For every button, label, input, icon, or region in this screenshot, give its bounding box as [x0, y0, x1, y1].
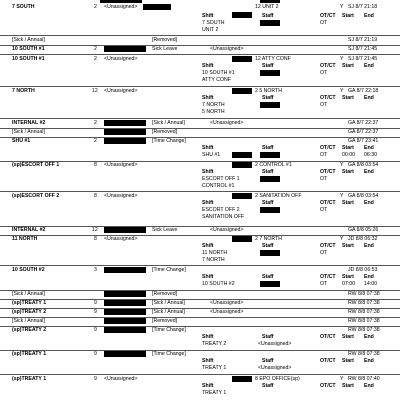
- change-stamp: GA 8/7 23:41: [348, 138, 379, 144]
- end-label: End: [364, 145, 374, 151]
- redaction-bar: [260, 152, 280, 158]
- redaction-bar: [104, 309, 146, 315]
- assignee: <Unassigned>: [210, 46, 244, 52]
- redaction-bar: [104, 46, 146, 52]
- post-name: [Sick / Annual]: [12, 129, 45, 135]
- post-name: (sp)TREATY 2: [12, 327, 47, 333]
- shift-label: Shift: [202, 200, 214, 206]
- change-type: [Removed]: [152, 291, 178, 297]
- redaction-bar: [260, 281, 280, 287]
- assignee: <Unassigned>: [104, 162, 138, 168]
- post-name: 7 SOUTH: [12, 4, 35, 10]
- change-type: [Time Change]: [152, 327, 186, 333]
- ot-marker: OT: [320, 20, 328, 26]
- end-label: End: [364, 383, 374, 389]
- hours: 9: [94, 300, 97, 306]
- hours: 2: [94, 4, 97, 10]
- shift-label: Shift: [202, 13, 214, 19]
- change-stamp: RW 8/8 07:38: [348, 327, 380, 333]
- redaction-bar: [260, 70, 280, 76]
- post-name: (sp)TREATY 1: [12, 351, 47, 357]
- redaction-bar: [232, 152, 252, 158]
- redaction-bar: [260, 102, 280, 108]
- post-name: 10 SOUTH #1: [12, 56, 45, 62]
- row-divider: [0, 118, 400, 119]
- end-label: End: [364, 95, 374, 101]
- shift-post: TREATY 1: [202, 390, 227, 396]
- assignee: <Unassigned>: [104, 193, 138, 199]
- change-stamp: GA 8/8 05:26: [348, 227, 379, 233]
- change-stamp: SJ 8/7 21:45: [348, 46, 378, 52]
- assignee: <Unassigned>: [104, 4, 138, 10]
- otct-label: OT/CT: [320, 274, 336, 280]
- assignment-target: 2 5 NORTH: [255, 88, 283, 94]
- post-name: 7 NORTH: [12, 88, 35, 94]
- shift-assignment: ATTY CONF: [202, 77, 231, 83]
- shift-label: Shift: [202, 243, 214, 249]
- otct-label: OT/CT: [320, 383, 336, 389]
- start-label: Start: [342, 358, 354, 364]
- shift-assignment: 7 NORTH: [202, 257, 225, 263]
- shift-end-time: 14:00: [364, 281, 377, 287]
- hours: 3: [94, 267, 97, 273]
- staff-label: Staff: [262, 200, 274, 206]
- hours: 8: [94, 236, 97, 242]
- redaction-bar: [260, 176, 280, 182]
- otct-label: OT/CT: [320, 334, 336, 340]
- change-stamp: RW 8/8 07:38: [348, 318, 380, 324]
- row-divider: [0, 350, 400, 351]
- redaction-bar: [260, 207, 280, 213]
- assignee: <Unassigned>: [210, 227, 244, 233]
- post-name: (sp)ESCORT OFF 1: [12, 162, 60, 168]
- assignment-target: 2 7 NORTH: [255, 236, 283, 242]
- post-name: 11 NORTH: [12, 236, 38, 242]
- change-type: [Removed]: [152, 37, 178, 43]
- post-name: INTERNAL #2: [12, 120, 46, 126]
- shift-assignment: UNIT 2: [202, 27, 219, 33]
- assignment-target: 2 CONTROL #1: [255, 162, 292, 168]
- hours: 12: [92, 227, 98, 233]
- end-label: End: [364, 334, 374, 340]
- staff-label: Staff: [262, 274, 274, 280]
- ot-marker: OT: [320, 176, 328, 182]
- assignee: <Unassigned>: [210, 120, 244, 126]
- change-stamp: JD 8/8 06:53: [348, 267, 378, 273]
- otct-label: OT/CT: [320, 200, 336, 206]
- staff-label: Staff: [262, 334, 274, 340]
- staff-label: Staff: [262, 243, 274, 249]
- assignee: <Unassigned>: [104, 236, 138, 242]
- end-label: End: [364, 274, 374, 280]
- hours: 2: [94, 56, 97, 62]
- otct-label: OT/CT: [320, 358, 336, 364]
- hours: 8: [94, 193, 97, 199]
- redaction-bar: [260, 0, 280, 3]
- shift-label: Shift: [202, 274, 214, 280]
- post-name: 10 SOUTH #1: [12, 46, 45, 52]
- shift-post: 7 NORTH: [202, 102, 225, 108]
- shift-post: TREATY 1: [202, 365, 227, 371]
- row-divider: [0, 137, 400, 138]
- redaction-bar: [104, 300, 146, 306]
- hours: 9: [94, 376, 97, 382]
- redaction-bar: [232, 162, 252, 168]
- row-divider: [0, 290, 400, 291]
- post-name: [Sick / Annual]: [12, 318, 45, 324]
- redaction-bar: [104, 129, 146, 135]
- staff-label: Staff: [262, 13, 274, 19]
- hours: 12: [92, 88, 98, 94]
- otct-label: OT/CT: [320, 95, 336, 101]
- otct-label: OT/CT: [320, 169, 336, 175]
- change-type: [Sick / Annual]: [152, 120, 185, 126]
- shift-post: SHU #1: [202, 152, 221, 158]
- change-type: [Removed]: [152, 129, 178, 135]
- row-divider: [0, 299, 400, 300]
- shift-start-time: 07:00: [342, 281, 355, 287]
- change-stamp: RW 8/8 07:40: [348, 376, 380, 382]
- post-name: (sp)TREATY 1: [12, 300, 47, 306]
- redaction-bar: [232, 56, 252, 62]
- redaction-bar: [104, 267, 146, 273]
- end-label: End: [364, 200, 374, 206]
- redaction-bar: [104, 291, 146, 297]
- ot-marker: OT: [320, 70, 328, 76]
- ot-marker: OT: [320, 152, 328, 158]
- shift-label: Shift: [202, 383, 214, 389]
- staff-assignee: <Unassigned>: [258, 341, 292, 347]
- change-type: [Time Change]: [152, 138, 186, 144]
- start-label: Start: [342, 169, 354, 175]
- shift-label: Shift: [202, 169, 214, 175]
- change-type: Sick Leave: [152, 46, 178, 52]
- change-stamp: GA 8/7 22:18: [348, 88, 379, 94]
- change-stamp: JD 8/8 06:32: [348, 236, 378, 242]
- flag: Y: [340, 4, 344, 10]
- change-type: [Time Change]: [152, 267, 186, 273]
- shift-post: 7 SOUTH: [202, 20, 225, 26]
- staff-label: Staff: [262, 358, 274, 364]
- post-name: INTERNAL #2: [12, 227, 46, 233]
- end-label: End: [364, 63, 374, 69]
- redaction-bar: [104, 227, 146, 233]
- start-label: Start: [342, 274, 354, 280]
- redaction-bar: [232, 12, 252, 18]
- start-label: Start: [342, 243, 354, 249]
- row-divider: [0, 374, 400, 375]
- hours: 9: [94, 327, 97, 333]
- change-type: [Removed]: [152, 318, 178, 324]
- assignment-target: 12 UNIT 2: [255, 4, 279, 10]
- post-name: (sp)TREATY 1: [12, 376, 47, 382]
- otct-label: OT/CT: [320, 13, 336, 19]
- shift-assignment: CONTROL #1: [202, 183, 235, 189]
- flag: Y: [340, 193, 344, 199]
- change-stamp: SJ 8/7 21:19: [348, 37, 378, 43]
- row-divider: [0, 317, 400, 318]
- flag: Y: [340, 56, 344, 62]
- otct-label: OT/CT: [320, 243, 336, 249]
- row-divider: [0, 326, 400, 327]
- shift-post: 10 SOUTH #2: [202, 281, 235, 287]
- post-name: [Sick / Annual]: [12, 37, 45, 43]
- hours: 8: [94, 162, 97, 168]
- shift-post: ESCORT OFF 2: [202, 207, 240, 213]
- row-divider: [0, 35, 400, 36]
- change-stamp: GA 8/8 03:54: [348, 162, 379, 168]
- redaction-bar: [232, 193, 252, 199]
- shift-label: Shift: [202, 63, 214, 69]
- assignment-target: 8 EPO OFFICE(sp): [255, 376, 300, 382]
- redaction-bar: [260, 20, 280, 26]
- change-stamp: SJ 8/7 21:45: [348, 56, 378, 62]
- end-label: End: [364, 169, 374, 175]
- assignee: <Unassigned>: [104, 88, 138, 94]
- shift-label: Shift: [202, 95, 214, 101]
- ot-marker: OT: [320, 207, 328, 213]
- flag: Y: [340, 236, 344, 242]
- assignee: <Unassigned>: [104, 376, 138, 382]
- end-label: End: [364, 243, 374, 249]
- staff-label: Staff: [262, 169, 274, 175]
- ot-marker: OT: [320, 281, 328, 287]
- redaction-bar: [104, 138, 146, 144]
- hours: 2: [94, 120, 97, 126]
- row-divider: [0, 308, 400, 309]
- start-label: Start: [342, 63, 354, 69]
- change-type: [Sick / Annual]: [152, 309, 185, 315]
- redaction-bar: [104, 351, 146, 357]
- redaction-bar: [232, 376, 252, 382]
- staff-label: Staff: [262, 383, 274, 389]
- redaction-bar: [104, 120, 146, 126]
- otct-label: OT/CT: [320, 145, 336, 151]
- shift-label: Shift: [202, 145, 214, 151]
- redaction-bar: [143, 4, 171, 10]
- end-label: End: [364, 358, 374, 364]
- redaction-bar: [100, 0, 142, 3]
- row-divider: [0, 86, 400, 87]
- start-label: Start: [342, 95, 354, 101]
- staff-label: Staff: [262, 95, 274, 101]
- assignment-target: 12 ATTY CONF: [255, 56, 291, 62]
- start-label: Start: [342, 383, 354, 389]
- change-stamp: GA 8/7 22:37: [348, 120, 379, 126]
- post-name: SHU #1: [12, 138, 31, 144]
- hours: 2: [94, 46, 97, 52]
- change-type: Sick Leave: [152, 227, 178, 233]
- change-stamp: RW 8/8 07:38: [348, 300, 380, 306]
- post-name: (sp)TREATY 2: [12, 309, 47, 315]
- row-divider: [0, 54, 400, 55]
- redaction-bar: [232, 88, 252, 94]
- shift-label: Shift: [202, 358, 214, 364]
- row-divider: [0, 128, 400, 129]
- ot-marker: OT: [320, 102, 328, 108]
- hours: 9: [94, 309, 97, 315]
- end-label: End: [364, 13, 374, 19]
- post-name: (sp)ESCORT OFF 2: [12, 193, 60, 199]
- flag: Y: [340, 88, 344, 94]
- ot-marker: OT: [320, 250, 328, 256]
- assignment-target: 2 SANITATION OFF: [255, 193, 302, 199]
- flag: Y: [340, 162, 344, 168]
- assignee: <Unassigned>: [210, 300, 244, 306]
- row-divider: [0, 265, 400, 266]
- change-type: [Time Change]: [152, 351, 186, 357]
- redaction-bar: [104, 318, 146, 324]
- shift-post: 10 SOUTH #1: [202, 70, 235, 76]
- row-divider: [0, 191, 400, 192]
- row-divider: [0, 45, 400, 46]
- flag: Y: [340, 376, 344, 382]
- shift-assignment: SANITATION OFF: [202, 214, 245, 220]
- change-stamp: RW 8/8 07:38: [348, 291, 380, 297]
- assignee: <Unassigned>: [210, 309, 244, 315]
- shift-post: 11 NORTH: [202, 250, 228, 256]
- change-stamp: RW 8/8 07:38: [348, 351, 380, 357]
- shift-assignment: 5 NORTH: [202, 109, 225, 115]
- hours: 9: [94, 351, 97, 357]
- assignee: <Unassigned>: [104, 56, 138, 62]
- shift-end-time: 06:30: [364, 152, 377, 158]
- shift-post: ESCORT OFF 1: [202, 176, 240, 182]
- shift-label: Shift: [202, 334, 214, 340]
- shift-post: TREATY 2: [202, 341, 227, 347]
- staff-label: Staff: [262, 145, 274, 151]
- row-divider: [0, 226, 400, 227]
- redaction-bar: [260, 250, 280, 256]
- start-label: Start: [342, 145, 354, 151]
- start-label: Start: [342, 200, 354, 206]
- start-label: Start: [342, 334, 354, 340]
- redaction-bar: [232, 236, 252, 242]
- redaction-bar: [104, 327, 146, 333]
- change-stamp: SJ 8/7 21:18: [348, 4, 378, 10]
- otct-label: OT/CT: [320, 63, 336, 69]
- start-label: Start: [342, 13, 354, 19]
- change-stamp: GA 8/8 03:54: [348, 193, 379, 199]
- post-name: [Sick / Annual]: [12, 291, 45, 297]
- shift-start-time: 00:00: [342, 152, 355, 158]
- change-stamp: RW 8/8 07:38: [348, 309, 380, 315]
- staff-label: Staff: [262, 63, 274, 69]
- post-name: 10 SOUTH #2: [12, 267, 45, 273]
- change-stamp: GA 8/7 22:37: [348, 129, 379, 135]
- hours: 2: [94, 138, 97, 144]
- change-type: [Sick / Annual]: [152, 300, 185, 306]
- staff-assignee: <Unassigned>: [258, 365, 292, 371]
